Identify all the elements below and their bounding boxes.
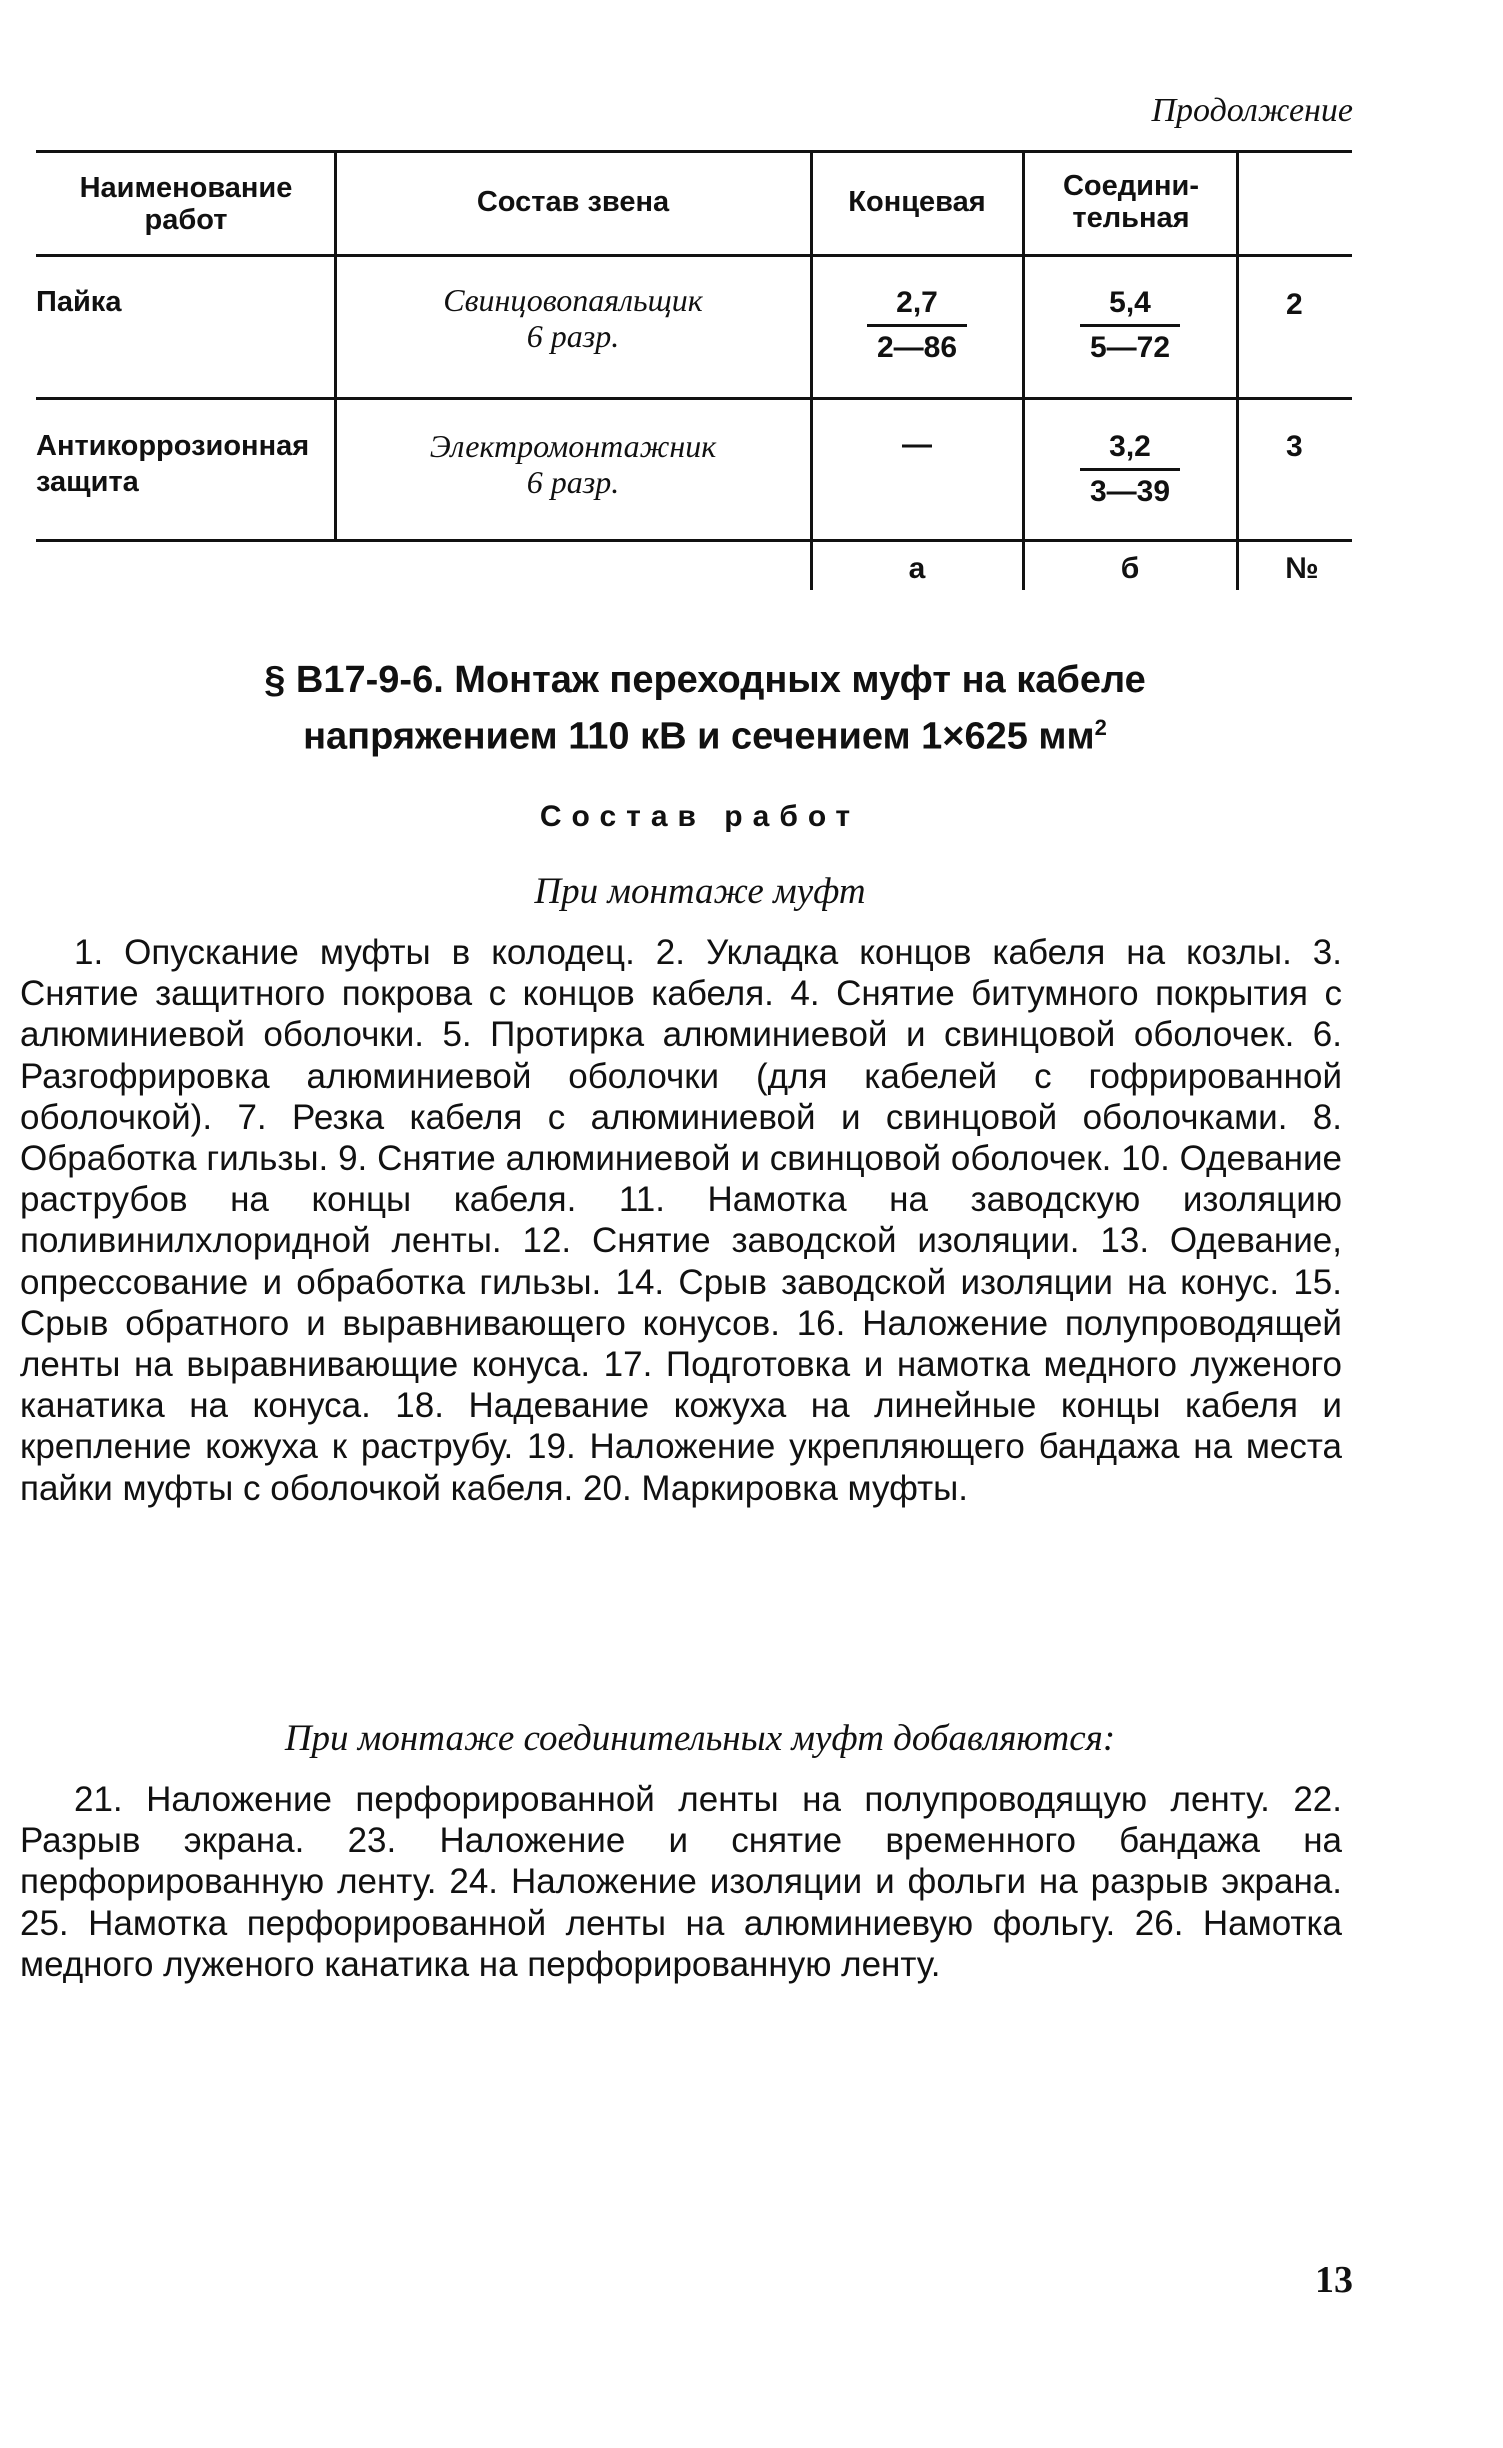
table-header-rule: [36, 254, 1352, 257]
end-norm-empty: —: [902, 428, 932, 461]
crew-profession: Свинцовопаяльщик: [443, 282, 703, 318]
page-number: 13: [1315, 2259, 1353, 2301]
header-crew: Состав звена: [476, 186, 670, 218]
table-row-rule: [36, 397, 1352, 400]
norm-time: 3,2: [1109, 430, 1151, 463]
row-number: 3: [1286, 430, 1303, 463]
table-col-divider: [1236, 150, 1239, 590]
crew-grade: 6 разр.: [526, 464, 620, 500]
table-bottom-rule: [36, 539, 1352, 542]
norm-price: 5—72: [1089, 331, 1171, 364]
column-label-number: №: [1285, 552, 1319, 585]
norm-time: 5,4: [1109, 286, 1151, 319]
norm-price: 2—86: [876, 331, 958, 364]
norms-table: [36, 150, 1352, 590]
table-col-divider: [1022, 150, 1025, 590]
heading-superscript: 2: [1094, 715, 1107, 740]
crew-profession: Электромонтажник: [429, 428, 717, 464]
work-name-line: Антикоррозионная: [36, 430, 310, 462]
joint-norm: [1024, 286, 1236, 365]
header-joint: Соедини-тельная: [1062, 170, 1200, 234]
row-number: 2: [1286, 288, 1303, 321]
row-work-name: [36, 428, 332, 500]
row-crew: [336, 428, 810, 500]
table-top-rule: [36, 150, 1352, 153]
row-crew: [336, 282, 810, 354]
end-norm: [812, 286, 1022, 365]
heading-line: [90, 704, 1320, 761]
header-end: Концевая: [848, 186, 986, 218]
norm-time: 2,7: [896, 286, 938, 319]
norm-price: 3—39: [1089, 475, 1171, 508]
header-work-name: Наименование работ: [79, 172, 293, 236]
heading-text: напряжением 110 кВ и сечением 1×625 мм: [303, 715, 1095, 758]
row-work-name: Пайка: [36, 286, 122, 318]
column-label-b: б: [1120, 552, 1140, 585]
part2-paragraph: 21. Наложение перфорированной ленты на полупроводящую ленту. 22. Разрыв экрана. 23. Наложение и снятие временного бандажа на перфорированную ленту. 24. Наложение изоляции и фольги на разрыв экрана. 25. Намотка перфорированной ленты на алюминиевую фольгу. 26. Намотка медного луженого канатика на перфорированную ленту.: [20, 1780, 1342, 1984]
work-composition-title: Состав работ: [539, 800, 861, 833]
joint-norm: [1024, 430, 1236, 509]
heading-line: § В17-9-6. Монтаж переходных муфт на кабеле: [264, 659, 1146, 701]
work-name-line: защита: [36, 466, 139, 498]
continuation-label: Продолжение: [1151, 92, 1353, 129]
part1-title: При монтаже муфт: [534, 871, 866, 912]
section-heading: [90, 656, 1320, 761]
part2-title: При монтаже соединительных муфт добавляются:: [284, 1718, 1116, 1759]
crew-grade: 6 разр.: [526, 318, 620, 354]
column-label-a: а: [908, 552, 926, 585]
part1-paragraph: 1. Опускание муфты в колодец. 2. Укладка концов кабеля на козлы. 3. Снятие защитного покрова с концов кабеля. 4. Снятие битумного покрытия с алюминиевой оболочки. 5. Протирка алюминиевой и свинцовой оболочек. 6. Разгофрировка алюминиевой оболочки (для кабелей с гофрированной оболочкой). 7. Резка кабеля с алюминиевой и свинцовой оболочками. 8. Обработка гильзы. 9. Снятие алюминиевой и свинцовой оболочек. 10. Одевание раструбов на концы кабеля. 11. Намотка на заводскую изоляцию поливинилхлоридной ленты. 12. Снятие заводской изоляции. 13. Одевание, опрессование и обработка гильзы. 14. Срыв заводской изоляции на конус. 15. Срыв обратного и выравнивающего конусов. 16. Наложение полупроводящей ленты на выравнивающие конуса. 17. Подготовка и намотка медного луженого канатика на конуса. 18. Надевание кожуха на линейные концы кабеля и крепление кожуха к раструбу. 19. Наложение укрепляющего бандажа на места пайки муфты с оболочкой кабеля. 20. Маркировка муфты.: [20, 933, 1342, 1508]
